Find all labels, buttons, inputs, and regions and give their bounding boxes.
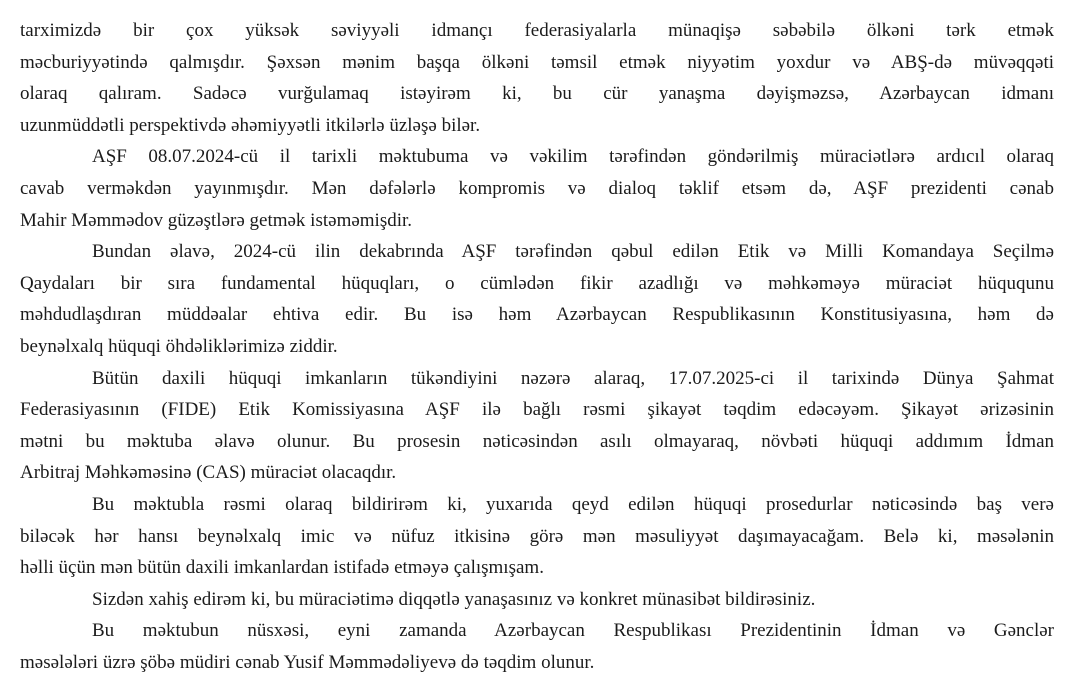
letter-body	[20, 0, 1054, 678]
text-line: biləcək hər hansı beynəlxalq imic və nüfuz itkisinə görə mən məsuliyyət daşımayacağam. Belə ki, məsələnin	[20, 525, 1054, 547]
text-line: Arbitraj Məhkəməsinə (CAS) müraciət olacaqdır.	[20, 462, 397, 484]
text-line: Sizdən xahiş edirəm ki, bu müraciətimə diqqətlə yanaşasınız və konkret münasibət bildirəsiniz.	[92, 588, 816, 610]
text-line: məhdudlaşdıran müddəalar ehtiva edir. Bu isə həm Azərbaycan Respublikasının Konstitusiyasına, həm də	[20, 304, 1054, 326]
text-line: mətni bu məktuba əlavə olunur. Bu prosesin nəticəsindən asılı olmayaraq, növbəti hüquqi addımım İdman	[20, 430, 1054, 452]
paragraph	[20, 15, 1054, 141]
text-line: həlli üçün mən bütün daxili imkanlardan istifadə etməyə çalışmışam.	[20, 557, 544, 579]
text-line: Qaydaları bir sıra fundamental hüquqları, o cümlədən fikir azadlığı və məhkəməyə müraciət hüququnu	[20, 272, 1054, 294]
text-line: Mahir Məmmədov güzəştlərə getmək istəməmişdir.	[20, 209, 413, 231]
text-line: Bundan əlavə, 2024-cü ilin dekabrında AŞF tərəfindən qəbul edilən Etik və Milli Komandaya Seçilmə	[92, 241, 1054, 263]
text-line: Bu məktubun nüsxəsi, eyni zamanda Azərbaycan Respublikası Prezidentinin İdman və Gənclər	[92, 620, 1054, 642]
text-line: Bütün daxili hüquqi imkanların tükəndiyini nəzərə alaraq, 17.07.2025-ci il tarixində Dünya Şahmat	[92, 367, 1054, 389]
text-line: məcburiyyətində qalmışdır. Şəxsən mənim başqa ölkəni təmsil etmək niyyətim yoxdur və ABŞ-də müvəqqəti	[20, 51, 1054, 73]
paragraph	[20, 141, 1054, 236]
paragraph	[20, 489, 1054, 584]
text-line: uzunmüddətli perspektivdə əhəmiyyətli itkilərlə üzləşə bilər.	[20, 114, 481, 136]
text-line: məsələləri üzrə şöbə müdiri cənab Yusif Məmmədəliyevə də təqdim olunur.	[20, 651, 595, 673]
text-line: tarximizdə bir çox yüksək səviyyəli idmançı federasiyalarla münaqişə səbəbilə ölkəni tərk etmək	[20, 20, 1054, 41]
text-line: Federasiyasının (FIDE) Etik Komissiyasına AŞF ilə bağlı rəsmi şikayət təqdim edəcəyəm. Şikayət ərizəsinin	[20, 399, 1054, 421]
text-line: Bu məktubla rəsmi olaraq bildirirəm ki, yuxarıda qeyd edilən hüquqi prosedurlar nəticəsində baş verə	[92, 493, 1054, 515]
paragraph	[20, 363, 1054, 489]
paragraph	[20, 584, 1054, 616]
text-line: olaraq qalıram. Sadəcə vurğulamaq istəyirəm ki, bu cür yanaşma dəyişməzsə, Azərbaycan idmanı	[20, 83, 1054, 105]
text-line: beynəlxalq hüquqi öhdəliklərimizə ziddir.	[20, 335, 338, 357]
text-line: AŞF 08.07.2024-cü il tarixli məktubuma və vəkilim tərəfindən göndərilmiş müraciətlərə ardıcıl olaraq	[92, 146, 1054, 168]
paragraph	[20, 236, 1054, 362]
text-line: cavab verməkdən yayınmışdır. Mən dəfələrlə kompromis və dialoq təklif etsəm də, AŞF prezidenti cənab	[20, 177, 1054, 199]
paragraph	[20, 615, 1054, 678]
